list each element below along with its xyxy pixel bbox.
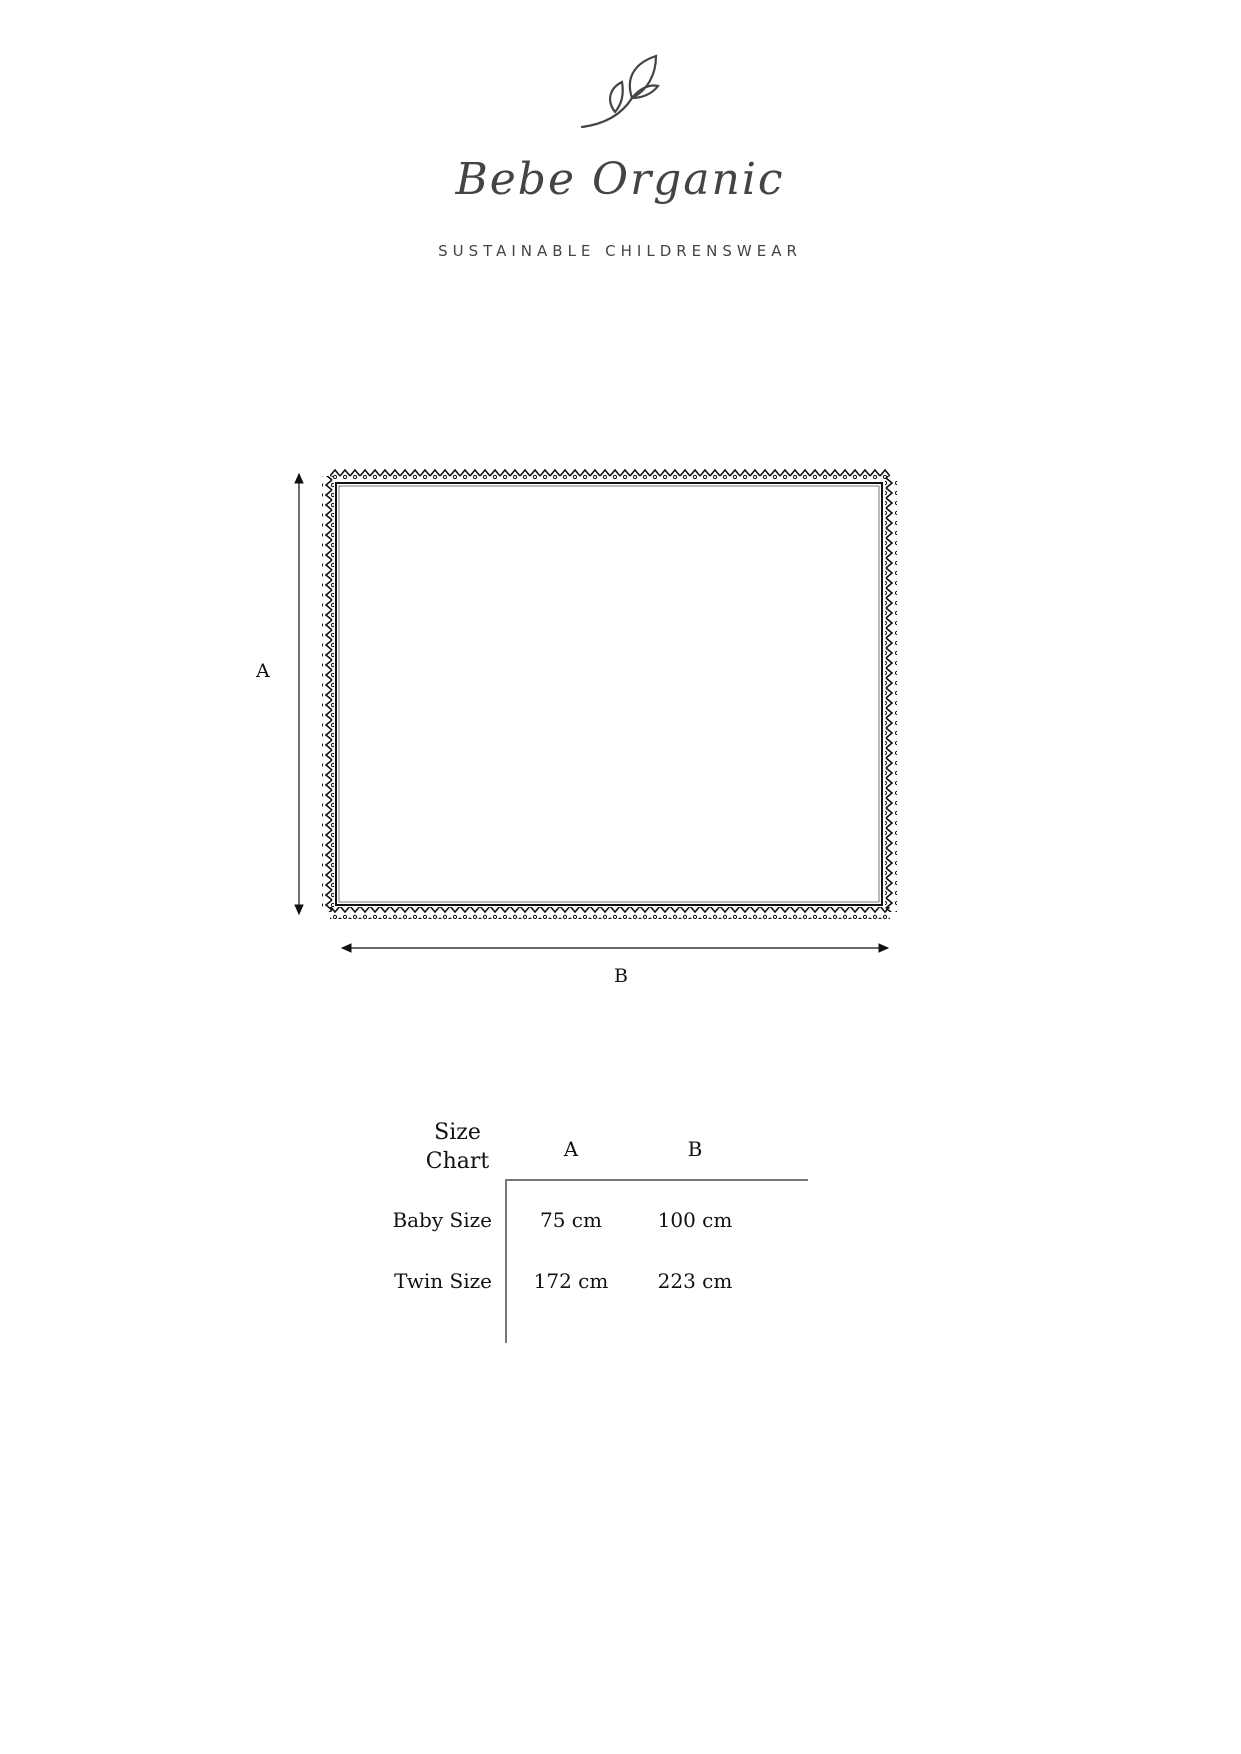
column-header-b: B xyxy=(687,1137,703,1161)
column-header-a: A xyxy=(563,1137,579,1161)
size-chart-title: Size Chart xyxy=(425,1120,490,1174)
row-divider xyxy=(505,1179,507,1343)
blanket-outline xyxy=(322,468,897,919)
brand-tagline: SUSTAINABLE CHILDRENSWEAR xyxy=(438,242,802,260)
dimension-label-a: A xyxy=(256,660,270,682)
brand-name: Bebe Organic xyxy=(455,154,785,205)
dimension-label-b: B xyxy=(614,965,628,987)
header-divider xyxy=(506,1179,808,1181)
